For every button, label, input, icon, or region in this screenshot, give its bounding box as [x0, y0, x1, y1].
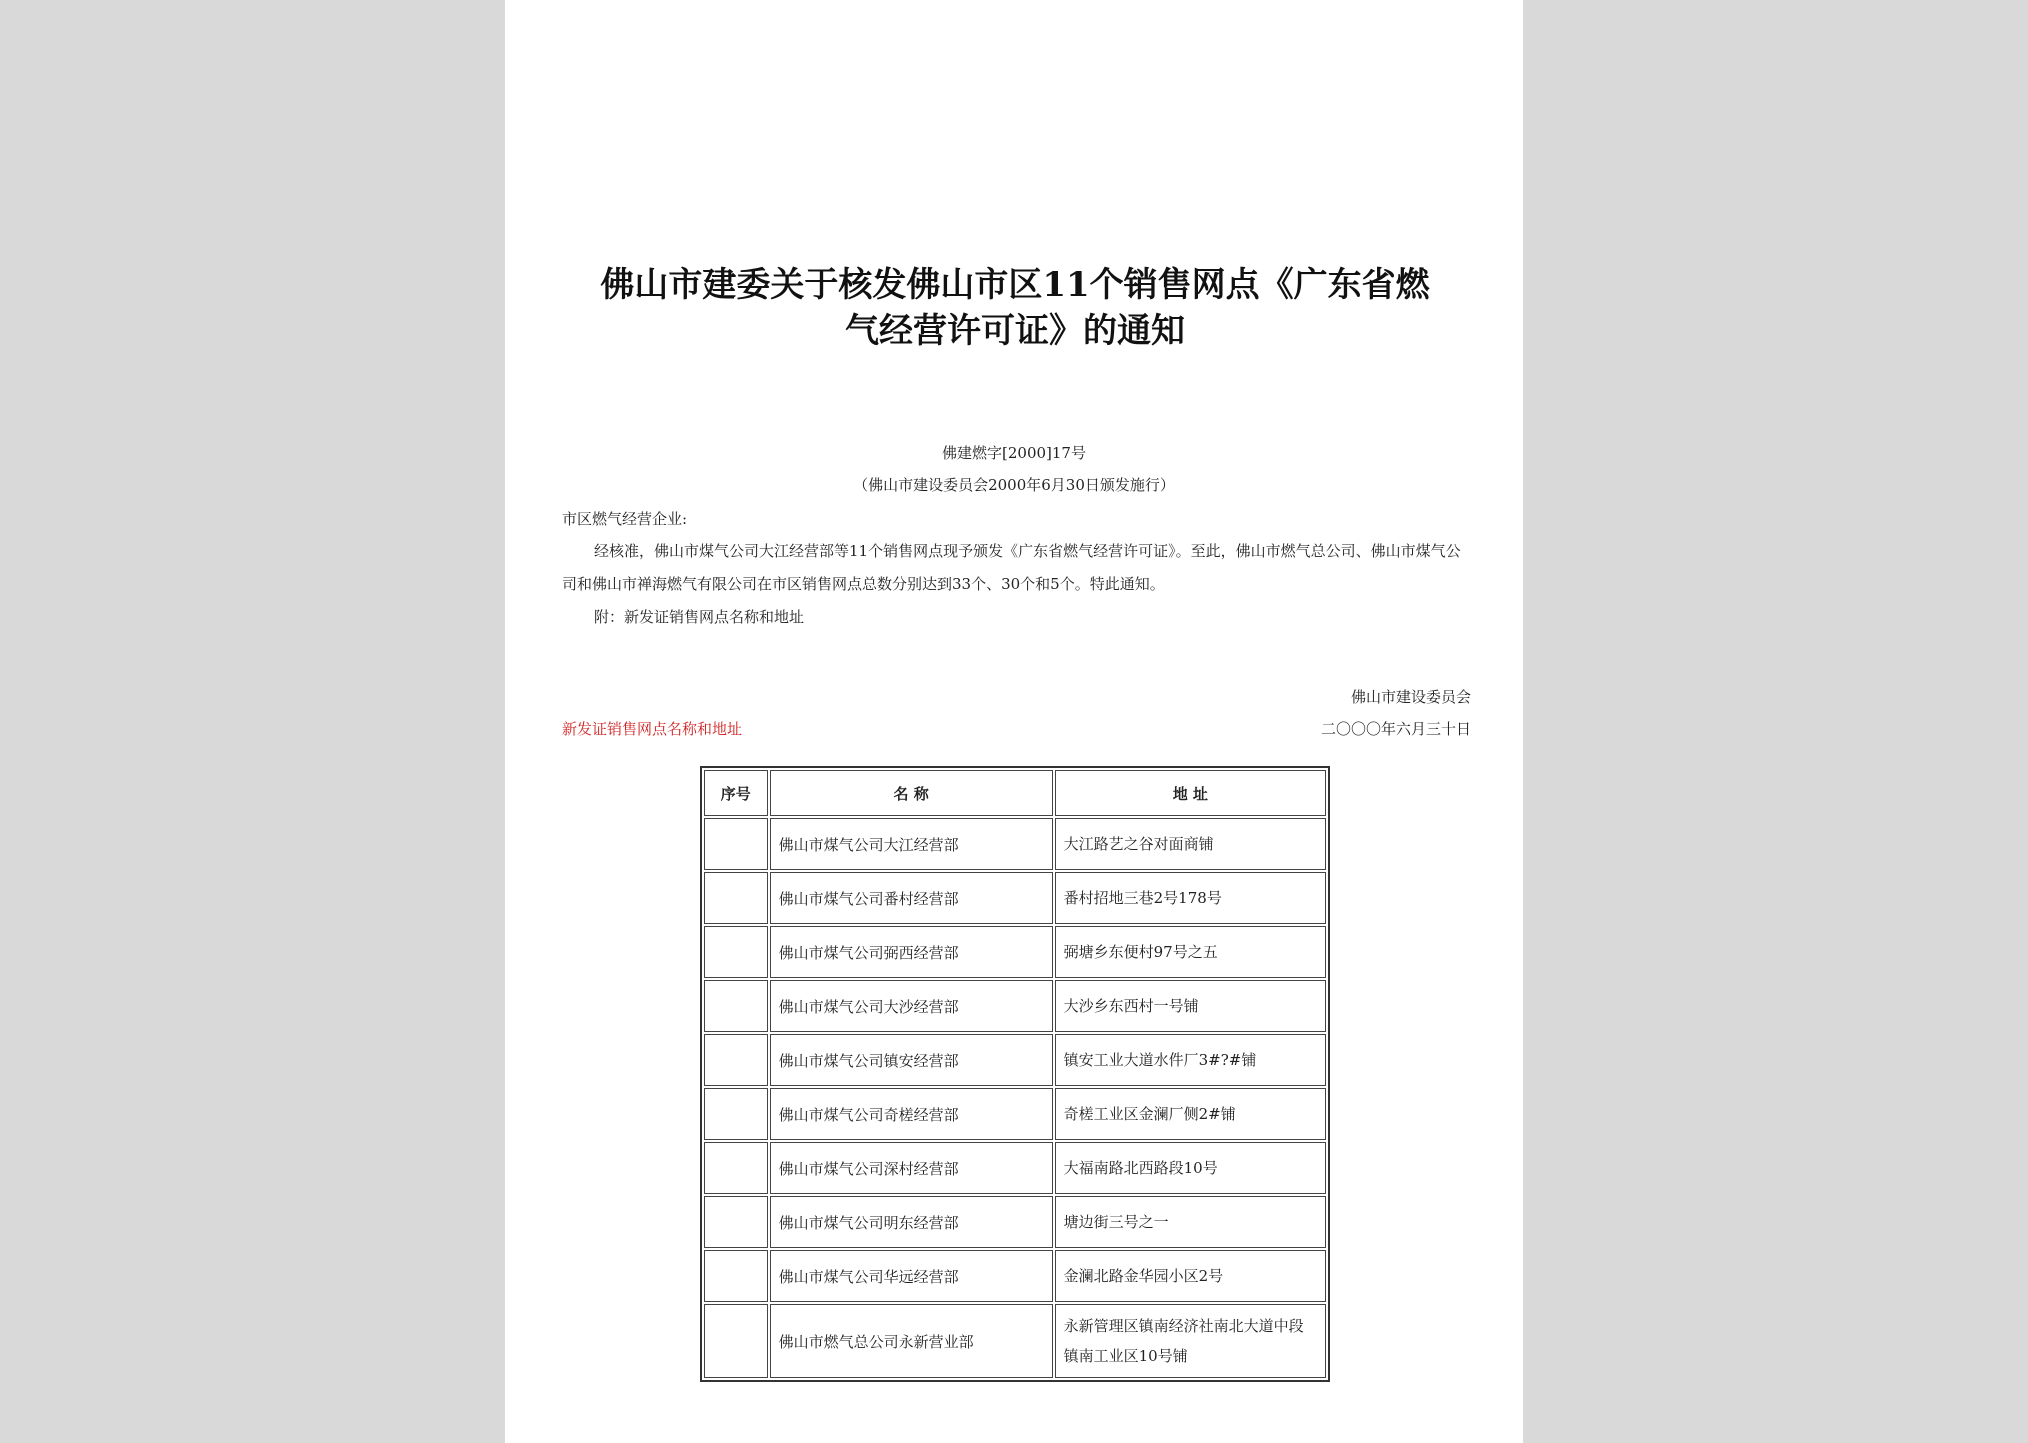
table-header-row	[704, 770, 1326, 816]
cell-seq	[704, 1088, 768, 1140]
table-row	[704, 1034, 1326, 1086]
cell-seq	[704, 872, 768, 924]
cell-seq	[704, 1034, 768, 1086]
attachment-note: 附：新发证销售网点名称和地址	[594, 608, 805, 626]
cell-seq	[704, 1196, 768, 1248]
cell-seq	[704, 1250, 768, 1302]
header-address: 地 址	[1055, 770, 1326, 816]
cell-name: 佛山市煤气公司弼西经营部	[770, 926, 1053, 978]
cell-address: 大福南路北西路段10号	[1055, 1142, 1326, 1194]
cell-seq	[704, 980, 768, 1032]
document-page	[505, 0, 1523, 1443]
title-line-2: 气经营许可证》的通知	[845, 311, 1185, 351]
cell-name: 佛山市煤气公司明东经营部	[770, 1196, 1053, 1248]
salutation: 市区燃气经营企业:	[562, 510, 688, 528]
cell-address: 大沙乡东西村一号铺	[1055, 980, 1326, 1032]
cell-address: 弼塘乡东便村97号之五	[1055, 926, 1326, 978]
table-row	[704, 1088, 1326, 1140]
table-row	[704, 980, 1326, 1032]
cell-name: 佛山市煤气公司大沙经营部	[770, 980, 1053, 1032]
outlet-table-wrapper	[700, 766, 1330, 1382]
cell-name: 佛山市煤气公司华远经营部	[770, 1250, 1053, 1302]
cell-name: 佛山市煤气公司深村经营部	[770, 1142, 1053, 1194]
sign-date: 二〇〇〇年六月三十日	[1320, 720, 1471, 738]
cell-address: 大江路艺之谷对面商铺	[1055, 818, 1326, 870]
document-number: 佛建燃字[2000]17号	[942, 444, 1086, 462]
document-title	[565, 262, 1465, 354]
cell-name: 佛山市煤气公司番村经营部	[770, 872, 1053, 924]
cell-seq	[704, 926, 768, 978]
cell-seq	[704, 818, 768, 870]
issue-note: （佛山市建设委员会2000年6月30日颁发施行）	[853, 476, 1175, 494]
cell-address: 永新管理区镇南经济社南北大道中段镇南工业区10号铺	[1055, 1304, 1326, 1378]
table-row	[704, 818, 1326, 870]
cell-address: 镇安工业大道水件厂3#?#铺	[1055, 1034, 1326, 1086]
title-line-1: 佛山市建委关于核发佛山市区11个销售网点《广东省燃	[600, 265, 1430, 305]
table-row	[704, 926, 1326, 978]
header-seq: 序号	[704, 770, 768, 816]
cell-name: 佛山市煤气公司大江经营部	[770, 818, 1053, 870]
cell-name: 佛山市燃气总公司永新营业部	[770, 1304, 1053, 1378]
table-row	[704, 872, 1326, 924]
cell-address: 奇槎工业区金澜厂侧2#铺	[1055, 1088, 1326, 1140]
cell-address: 金澜北路金华园小区2号	[1055, 1250, 1326, 1302]
table-row	[704, 1196, 1326, 1248]
table-row	[704, 1250, 1326, 1302]
attachment-title: 新发证销售网点名称和地址	[562, 720, 743, 738]
table-row	[704, 1142, 1326, 1194]
notice-paragraph: 经核准，佛山市煤气公司大江经营部等11个销售网点现予颁发《广东省燃气经营许可证》。至此，佛山市燃气总公司、佛山市煤气公司和佛山市禅海燃气有限公司在市区销售网点总数分别达到33个、30个和5个。特此通知。	[562, 542, 1461, 593]
signer: 佛山市建设委员会	[1350, 688, 1471, 706]
cell-name: 佛山市煤气公司奇槎经营部	[770, 1088, 1053, 1140]
header-name: 名 称	[770, 770, 1053, 816]
cell-name: 佛山市煤气公司镇安经营部	[770, 1034, 1053, 1086]
cell-address: 番村招地三巷2号178号	[1055, 872, 1326, 924]
cell-seq	[704, 1304, 768, 1378]
table-row	[704, 1304, 1326, 1378]
cell-seq	[704, 1142, 768, 1194]
cell-address: 塘边街三号之一	[1055, 1196, 1326, 1248]
outlet-table	[700, 766, 1330, 1382]
